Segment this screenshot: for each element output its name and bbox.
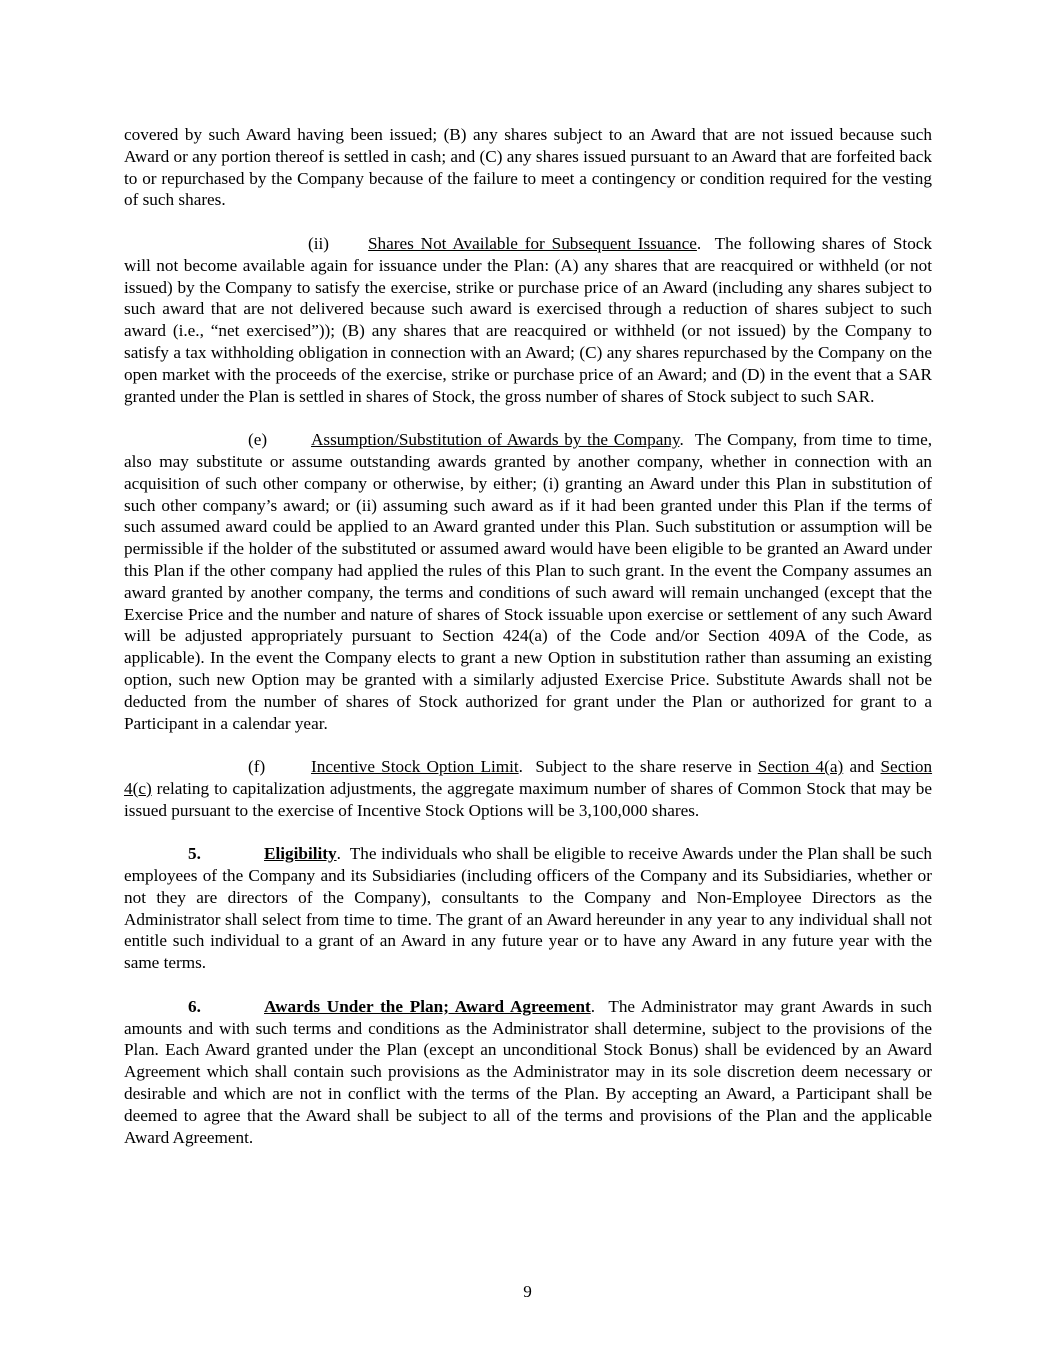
paragraph-e: (e) Assumption/Substitution of Awards by the Company. The Company, from time to time, also may substitute or assume outstanding awards granted by another company, whether in connection with an acquisition of such other company or otherwise, by either; (i) granting an Award under this Plan in substitution of such other company’s award; or (ii) assuming such award as if it had been granted under this Plan if the terms of such assumed award could be applied to an Award granted under this Plan. Such substitution or assumption will be permissible if the holder of the substituted or assumed award would have been eligible to be granted an Award under this Plan if the other company had applied the rules of this Plan to such grant. In the event the Company assumes an award granted by another company, the terms and conditions of such award will remain unchanged (except that the Exercise Price and the number and nature of shares of Stock issuable upon exercise or settlement of any such Award will be adjusted appropriately pursuant to Section 424(a) of the Code and/or Section 409A of the Code, as applicable). In the event the Company elects to grant a new Option in substitution rather than assuming an existing option, such new Option may be granted with a similarly adjusted Exercise Price. Substitute Awards shall not be deducted from the number of shares of Stock authorized for grant under the Plan or authorized for grant to a Participant in a calendar year. (124, 430, 932, 733)
section-number: 6. (188, 996, 201, 1016)
section-number: 5. (188, 844, 201, 864)
document-body (124, 124, 932, 1170)
section-heading: Awards Under the Plan; Award Agreement (264, 996, 591, 1016)
paragraph-ii: (ii) Shares Not Available for Subsequent Issuance. The following shares of Stock will not become available again for issuance under the Plan: (A) any shares that are reacquired or withheld (or not issued) by the Company to satisfy the exercise, strike or purchase price of an Award (including any shares subject to such award that are not delivered because such award is exercised through a reduction of shares subject to such award (i.e., “net exercised”)); (B) any shares that are reacquired or withheld (or not issued) by the Company to satisfy a tax withholding obligation in connection with an Award; (C) any shares repurchased by the Company on the open market with the proceeds of the exercise, strike or purchase price of an Award; and (D) in the event that a SAR granted under the Plan is settled in shares of Stock, the gross number of shares of Stock subject to such SAR. (124, 233, 933, 406)
paragraph-heading: Shares Not Available for Subsequent Issuance (368, 233, 697, 253)
paragraph-text: Subject to the share reserve in (535, 757, 752, 777)
paragraph-heading: Assumption/Substitution of Awards by the Company (311, 430, 680, 450)
section-reference: Section 4(c) (124, 757, 933, 798)
paragraph-f: (f) Incentive Stock Option Limit. Subject to the share reserve in Section 4(a) and Section 4(c) relating to capitalization adjustments, the aggregate maximum number of shares of Common Stock that may be issued pursuant to the exercise of Incentive Stock Options will be 3,100,000 shares. (124, 757, 933, 820)
paragraph-text: The Administrator may grant Awards in such amounts and with such terms and conditions as the Administrator shall determine, subject to the provisions of the Plan. Each Award granted under the Plan (except an unconditional Stock Bonus) shall be evidenced by an Award Agreement which shall contain such provisions as the Administrator may in its sole discretion deem necessary or desirable and which are not in conflict with the terms of the Plan. By accepting an Award, a Participant shall be deemed to agree that the Award shall be subject to all of the terms and provisions of the Plan and the applicable Award Agreement. (124, 996, 933, 1147)
section-reference: Section 4(a) (757, 757, 844, 777)
paragraph-number: (f) (248, 757, 266, 777)
page-number: 9 (523, 1282, 532, 1301)
paragraph-number: (ii) (308, 233, 329, 253)
paragraph-text: The individuals who shall be eligible to receive Awards under the Plan shall be such employees of the Company and its Subsidiaries (including officers of the Company and its Subsidiaries, whether or not they are directors of the Company), consultants to the Company and Non-Employee Directors as the Administrator shall select from time to time. The grant of an Award hereunder in any year to any individual shall not entitle such individual to a grant of an Award in any future year or to have any Award in any future year with the same terms. (124, 844, 932, 973)
paragraph-continuation: covered by such Award having been issued; (B) any shares subject to an Award that are not issued because such Award or any portion thereof is settled in cash; and (C) any shares issued pursuant to an Award that are forfeited back to or repurchased by the Company because of the failure to meet a contingency or condition required for the vesting of such shares. (124, 125, 932, 210)
paragraph-text: The following shares of Stock will not become available again for issuance under the Plan: (A) any shares that are reacquired or withheld (or not issued) by the Company to satisfy the exercise, strike or purchase price of an Award (including any shares subject to such award that are not delivered because such award is exercised through a reduction of shares subject to such award (i.e., “net exercised”)); (B) any shares that are reacquired or withheld (or not issued) by the Company to satisfy a tax withholding obligation in connection with an Award; (C) any shares repurchased by the Company on the open market with the proceeds of the exercise, strike or purchase price of an Award; and (D) in the event that a SAR granted under the Plan is settled in shares of Stock, the gross number of shares of Stock subject to such SAR. (124, 233, 933, 406)
paragraph-number: (e) (248, 430, 268, 450)
section-heading: Eligibility (264, 844, 337, 864)
paragraph-text: relating to capitalization adjustments, the aggregate maximum number of shares of Common Stock that may be issued pursuant to the exercise of Incentive Stock Options will be 3,100,000 shares. (124, 778, 932, 820)
paragraph-heading: Incentive Stock Option Limit (311, 757, 519, 777)
section-5: 5. Eligibility. The individuals who shall be eligible to receive Awards under the Plan shall be such employees of the Company and its Subsidiaries (including officers of the Company and its Subsidiaries, whether or not they are directors of the Company), consultants to the Company and Non-Employee Directors as the Administrator shall select from time to time. The grant of an Award hereunder in any year to any individual shall not entitle such individual to a grant of an Award in any future year or to have any Award in any future year with the same terms. (124, 844, 932, 973)
paragraph-text: and (849, 757, 875, 777)
paragraph-text: The Company, from time to time, also may substitute or assume outstanding awards granted by another company, whether in connection with an acquisition of such other company or otherwise, by either; (i) granting an Award under this Plan in substitution of such other company’s award; or (ii) assuming such award as if it had been granted under this Plan if the terms of such assumed award could be applied to an Award granted under this Plan. Such substitution or assumption will be permissible if the holder of the substituted or assumed award would have been eligible to be granted an Award under this Plan if the other company had applied the rules of this Plan to such grant. In the event the Company assumes an award granted by another company, the terms and conditions of such award will remain unchanged (except that the Exercise Price and the number and nature of shares of Stock issuable upon exercise or settlement of any such Award will be adjusted appropriately pursuant to Section 424(a) of the Code and/or Section 409A of the Code, as applicable). In the event the Company elects to grant a new Option in substitution rather than assuming an existing option, such new Option may be granted with a similarly adjusted Exercise Price. Substitute Awards shall not be deducted from the number of shares of Stock authorized for grant under the Plan or authorized for grant to a Participant in a calendar year. (124, 430, 932, 733)
section-6: 6. Awards Under the Plan; Award Agreement. The Administrator may grant Awards in such amounts and with such terms and conditions as the Administrator shall determine, subject to the provisions of the Plan. Each Award granted under the Plan (except an unconditional Stock Bonus) shall be evidenced by an Award Agreement which shall contain such provisions as the Administrator may in its sole discretion deem necessary or desirable and which are not in conflict with the terms of the Plan. By accepting an Award, a Participant shall be deemed to agree that the Award shall be subject to all of the terms and provisions of the Plan and the applicable Award Agreement. (124, 996, 933, 1147)
